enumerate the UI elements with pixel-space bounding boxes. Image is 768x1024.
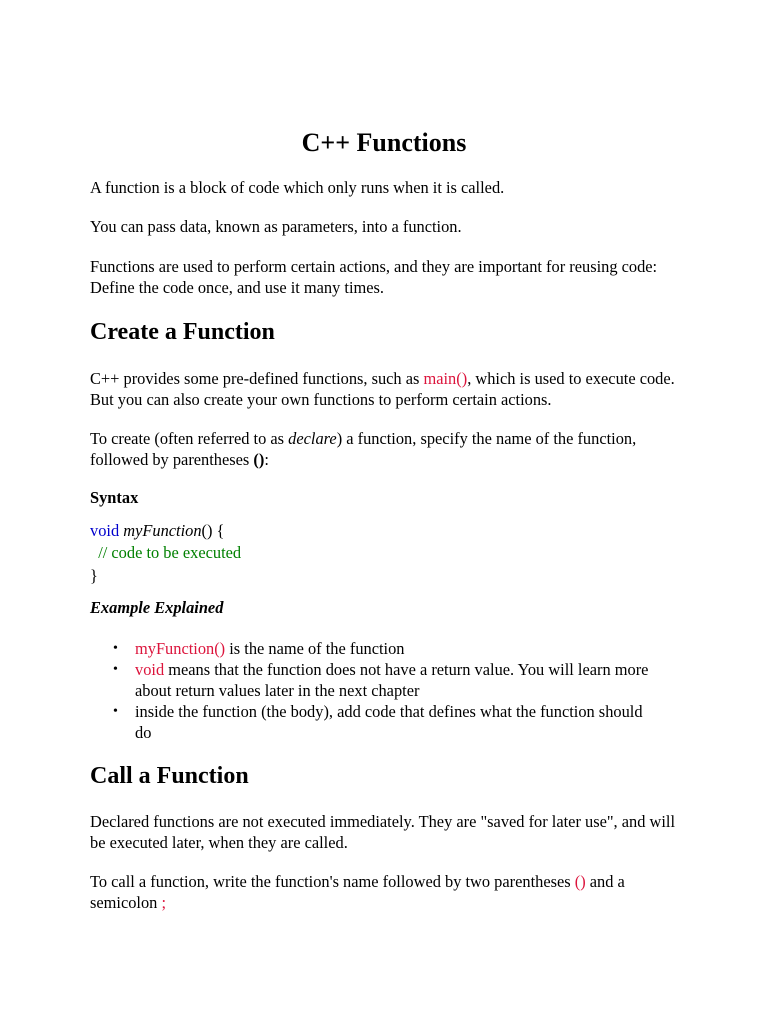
create-p2-text-middle: ) a function, specify the name of the function, followed by parentheses — [90, 429, 637, 469]
call-p2-text-middle: and a semicolon — [90, 872, 625, 912]
bullet-code: void — [135, 660, 165, 679]
create-p2-text-before: To create (often referred to as — [90, 429, 289, 448]
void-keyword: void — [90, 521, 120, 540]
declare-emphasis: declare — [288, 429, 337, 448]
bullet-code: myFunction() — [135, 639, 226, 658]
intro-paragraph-3: Functions are used to perform certain actions, and they are important for reusing code: Define the code once, and use it many times. — [90, 257, 658, 297]
create-p2-text-after: : — [264, 450, 269, 469]
call-p2-text-before: To call a function, write the function's name followed by two parentheses — [90, 872, 575, 891]
example-explained-label — [90, 597, 223, 618]
bullet-text: means that the function does not have a return value. You will learn more about return values later in the next chapter — [135, 660, 649, 700]
code-line-1-rest: () { — [201, 521, 225, 540]
call-paragraph-2 — [90, 871, 682, 913]
parentheses-code-inline: () — [574, 872, 586, 891]
call-paragraph-1: Declared functions are not executed immediately. They are "saved for later use", and will be executed later, when they are called. — [90, 812, 675, 852]
call-function-heading: Call a Function — [90, 763, 249, 789]
parentheses-bold: () — [253, 450, 265, 469]
function-name: myFunction — [123, 521, 202, 540]
main-code-inline: main() — [423, 369, 468, 388]
list-item — [90, 638, 650, 659]
syntax-label: Syntax — [90, 488, 139, 507]
code-line-3: } — [90, 566, 98, 585]
intro-paragraph-2: You can pass data, known as parameters, into a function. — [90, 217, 462, 236]
bullet-dot-icon: • — [113, 662, 118, 677]
bullet-text: inside the function (the body), add code that defines what the function should do — [135, 702, 643, 742]
example-bullet-list — [90, 638, 650, 743]
code-comment-line: // code to be executed — [90, 543, 242, 562]
create-paragraph-1 — [90, 368, 682, 410]
bullet-dot-icon: • — [113, 704, 118, 719]
page-title: C++ Functions — [301, 128, 467, 157]
create-p1-text-after: , which is used to execute code. But you can also create your own functions to perform certain actions. — [90, 369, 675, 409]
list-item — [90, 659, 650, 701]
create-p1-text-before: C++ provides some pre-defined functions, such as — [90, 369, 424, 388]
semicolon-code-inline: ; — [161, 893, 167, 912]
bullet-dot-icon: • — [113, 641, 118, 656]
create-function-heading: Create a Function — [90, 319, 275, 345]
code-line-1 — [90, 520, 224, 541]
intro-paragraph-1: A function is a block of code which only runs when it is called. — [90, 178, 505, 197]
example-explained-text: Example Explained — [90, 598, 224, 617]
create-paragraph-2 — [90, 428, 682, 470]
list-item — [90, 701, 650, 743]
bullet-text: is the name of the function — [225, 639, 405, 658]
